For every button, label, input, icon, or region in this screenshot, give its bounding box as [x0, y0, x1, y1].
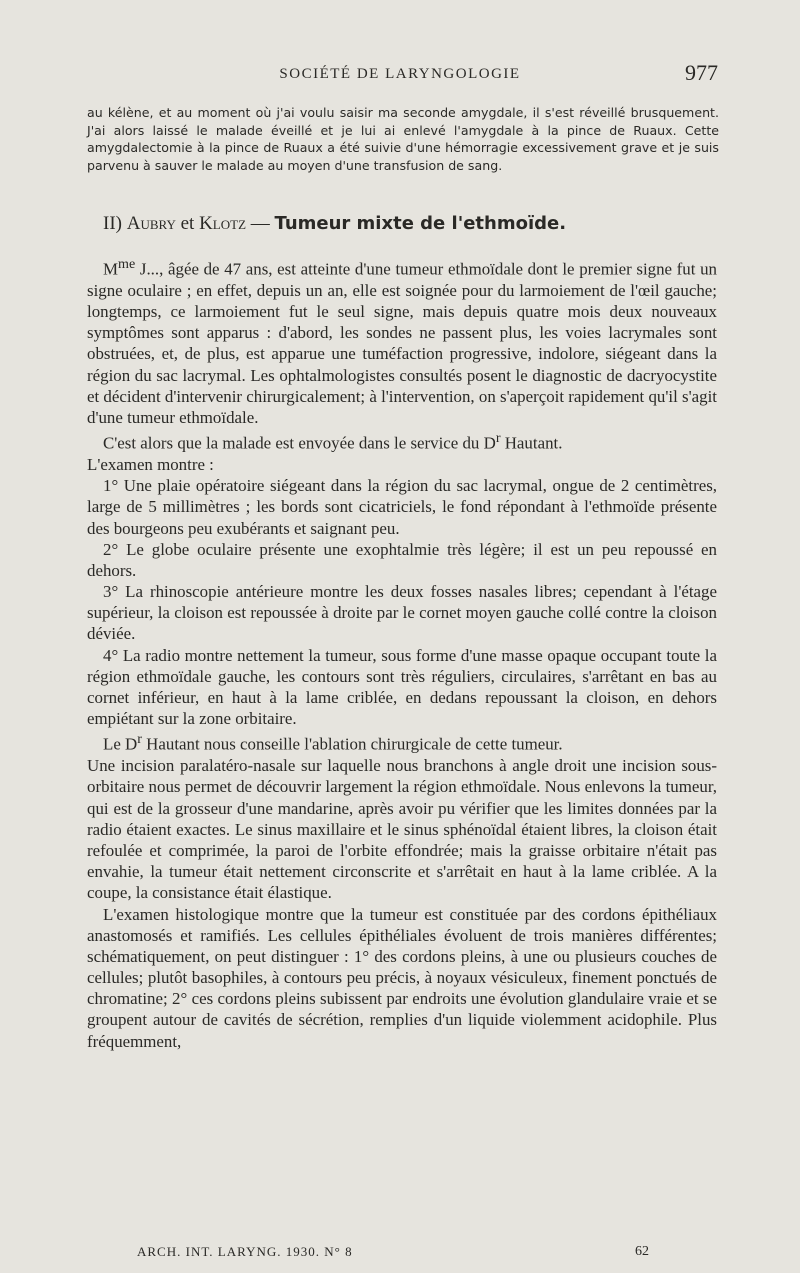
paragraph-finding-2: 2° Le globe oculaire présente une exophtalmie très légère; il est un peu repoussé en dehors. — [87, 539, 717, 580]
section-number: II) — [103, 213, 122, 234]
paragraph-case-history — [87, 254, 717, 428]
referral-end: Hautant. — [500, 433, 563, 453]
page-number: 977 — [685, 60, 718, 85]
intro-paragraph: au kélène, et au moment où j'ai voulu saisir ma seconde amygdale, il s'est réveillé brusquement. J'ai alors laissé le malade éveillé et je lui ai enlevé l'amygdale à la pince de Ruaux. Cette amygdalectomie à la pince de Ruaux a été suivie d'une hémorragie excessivement grave et je suis parvenu à sauver le malade au moyen d'une transfusion de sang. — [87, 105, 719, 173]
doctor-superscript: r — [495, 430, 501, 447]
author-conjunction: et — [180, 213, 195, 234]
title-dash: — — [250, 213, 270, 234]
advice-end: Hautant nous conseille l'ablation chirurgicale de cette tumeur. — [141, 735, 563, 754]
title-superscript: me — [118, 256, 136, 272]
author-aubry: Aubry — [126, 213, 176, 234]
paragraph-finding-4: 4° La radio montre nettement la tumeur, sous forme d'une masse opaque occupant toute la région ethmoïdale gauche, les contours sont très réguliers, circulaires, s'arrêtant en bas au cornet inférieur, en haut à la lame criblée, en dedans repoussant la cloison, en dehors empiétant sur la zone orbitaire. — [87, 645, 717, 729]
case-history-text: J..., âgée de 47 ans, est atteinte d'une tumeur ethmoïdale dont le premier signe fut un signe oculaire ; en effet, depuis un an, elle est soignée pour du larmoiement de l'œil gauche; longtemps, ce larmoiement fut le seul signe, mais depuis quatre mois deux nouveaux symptômes sont apparus : d'abord, les sondes ne passent plus, les voies lacrymales sont obstruées, et, de plus, est apparue une tuméfaction progressive, indolore, siégeant dans la région du sac lacrymal. Les ophtalmologistes consultés posent le diagnostic de dacryocystite et décident d'intervenir chirurgicalement; à l'intervention, on s'aperçoit rapidement qu'il s'agit d'une tumeur ethmoïdale. — [87, 259, 717, 427]
section-subject: Tumeur mixte de l'ethmoïde. — [274, 213, 567, 234]
page-header — [80, 60, 720, 90]
doctor-superscript-2: r — [137, 731, 142, 748]
section-title — [103, 213, 723, 235]
paragraph-advice — [87, 729, 717, 755]
running-title: SOCIÉTÉ DE LARYNGOLOGIE — [279, 66, 521, 82]
journal-reference: ARCH. INT. LARYNG. 1930. N° 8 — [137, 1244, 353, 1259]
paragraph-histology: L'examen histologique montre que la tumeur est constituée par des cordons épithéliaux anastomosés et ramifiés. Les cellules épithéliales évoluent de trois manières différentes; schématiquement, on peut distinguer : 1° des cordons pleins, à une ou plusieurs couches de cellules; plutôt basophiles, à contours peu précis, à noyaux vésiculeux, finement ponctués de chromatine; 2° ces cordons pleins subissent par endroits une évolution glandulaire vraie et se groupent autour de cavités de sécrétion, remplies d'un liquide violemment acidophile. Plus fréquemment, — [87, 904, 717, 1051]
article-body — [87, 254, 717, 1052]
paragraph-surgery: Une incision paralatéro-nasale sur laquelle nous branchons à angle droit une incision sous-orbitaire nous permet de découvrir largement la région ethmoïdale. Nous enlevons la tumeur, qui est de la grosseur d'une mandarine, après avoir pu vérifier que les limites données par la radio étaient exactes. Le sinus maxillaire et le sinus sphénoïdal étaient libres, la cloison était refoulée et comprimée, la paroi de l'orbite effondrée; mais la graisse orbitaire n'était pas envahie, la tumeur était nettement circonscrite et s'arrêtait en haut à la lame criblée. A la coupe, la consistance était élastique. — [87, 756, 717, 903]
paragraph-referral — [87, 428, 717, 454]
paragraph-exam-intro: L'examen montre : — [87, 454, 214, 474]
paragraph-finding-3: 3° La rhinoscopie antérieure montre les deux fosses nasales libres; cependant à l'étage supérieur, la cloison est repoussée à droite par le cornet moyen gauche collé contre la cloison déviée. — [87, 582, 717, 644]
signature-number: 62 — [635, 1244, 649, 1259]
title-prefix: M — [103, 259, 119, 279]
referral-text: C'est alors que la malade est envoyée dans le service du D — [103, 433, 496, 453]
paragraph-finding-1: 1° Une plaie opératoire siégeant dans la région du sac lacrymal, ongue de 2 centimètres, large de 5 millimètres ; les bords sont cicatriciels, le fond répondant à l'ethmoïde présente des bourgeons peu exubérants et saignant peu. — [87, 476, 717, 538]
advice-text: Le D — [103, 735, 138, 754]
author-klotz: Klotz — [199, 213, 247, 234]
